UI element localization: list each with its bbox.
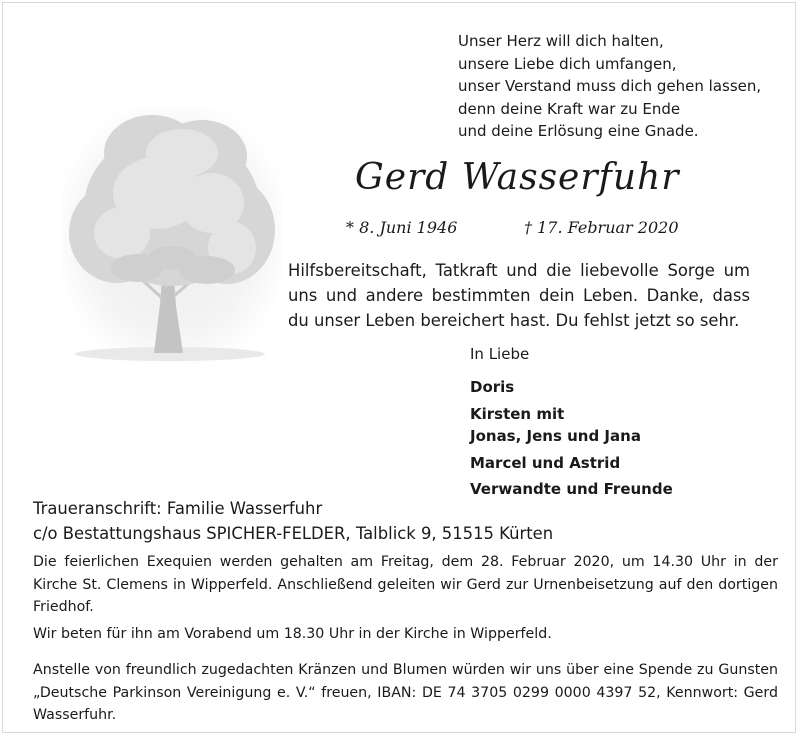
funeral-service-text: Die feierlichen Exequien werden gehalten am Freitag, dem 28. Februar 2020, um 14.30 Uhr in der Kirche St. Clemens in Wipperfeld. Anschließend geleiten wir Gerd zur Urnenbeisetzung auf den dortigen Friedhof. (33, 554, 778, 615)
poem (458, 30, 778, 143)
mourner-name: Kirsten mit (470, 404, 565, 423)
prayer-text: Wir beten für ihn am Vorabend um 18.30 Uhr in der Kirche in Wipperfeld. (33, 626, 552, 642)
death-date: † 17. Februar 2020 (524, 218, 679, 237)
poem-line: Unser Herz will dich halten, (458, 32, 664, 50)
address-line: c/o Bestattungshaus SPICHER-FELDER, Talblick 9, 51515 Kürten (33, 524, 554, 543)
mourner-name: Verwandte und Freunde (470, 480, 673, 498)
mourner-name: Doris (470, 378, 515, 396)
donation-text: Anstelle von freundlich zugedachten Kränzen und Blumen würden wir uns über eine Spende zu Gunsten „Deutsche Parkinson Vereinigung e. V.“ freuen, IBAN: DE 74 3705 0299 0000 4397 52, Kennwort: Gerd Wasserfuhr. (33, 662, 778, 723)
poem-line: und deine Erlösung eine Gnade. (458, 122, 699, 140)
mourner-name: Marcel und Astrid (470, 453, 621, 472)
mourning-address (33, 496, 553, 546)
tribute-text: Hilfsbereitschaft, Tatkraft und die liebevolle Sorge um uns und andere bestimmten dein Leben. Danke, dass du unser Leben bereichert hast. Du fehlst jetzt so sehr. (288, 261, 750, 330)
mourner-kirsten (470, 403, 673, 448)
mourners-list (470, 376, 673, 505)
mourner-marcel (470, 452, 673, 475)
poem-line: unser Verstand muss dich gehen lassen, (458, 77, 762, 95)
birth-date: * 8. Juni 1946 (346, 218, 458, 237)
mourner-name: Jonas, Jens und Jana (470, 427, 641, 445)
mourner-doris (470, 376, 673, 399)
poem-line: unsere Liebe dich umfangen, (458, 54, 677, 73)
address-line: Traueranschrift: Familie Wasserfuhr (33, 499, 323, 518)
poem-line: denn deine Kraft war zu Ende (458, 99, 681, 118)
tree-icon (62, 108, 282, 363)
closing-phrase: In Liebe (470, 345, 530, 363)
deceased-name: Gerd Wasserfuhr (355, 157, 680, 198)
